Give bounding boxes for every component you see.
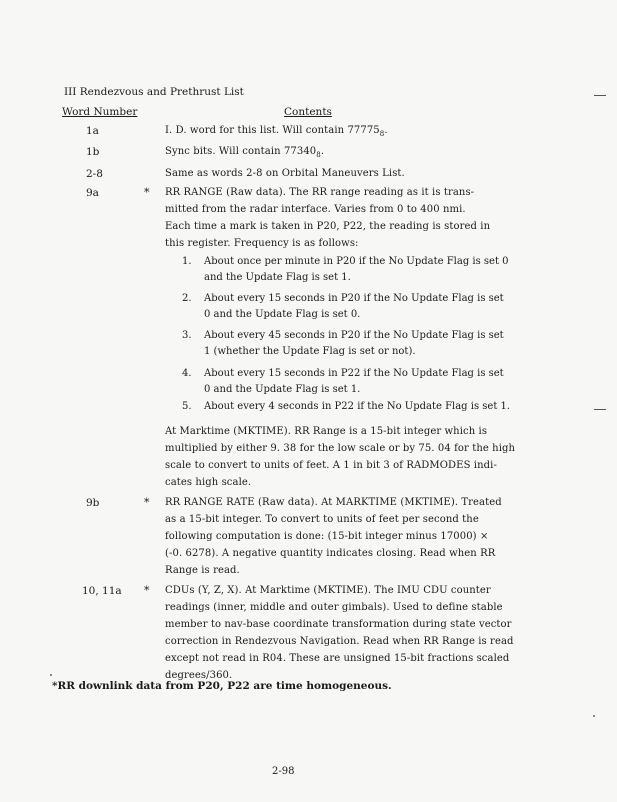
word-label-10-11a: 10, 11a [82,585,122,597]
word-9a-line: mitted from the radar interface. Varies from 0 to 400 nmi. [165,204,466,215]
footnote: *RR downlink data from P20, P22 are time homogeneous. [52,680,392,692]
list-title: III Rendezvous and Prethrust List [64,86,244,98]
word-9a-line: this register. Frequency is as follows: [165,238,359,249]
word-label-2-8: 2-8 [86,168,103,180]
frequency-item-line: 0 and the Update Flag is set 1. [204,384,361,395]
frequency-item-number: 4. [182,368,192,379]
word-9b-line: as a 15-bit integer. To convert to units of feet per second the [165,514,479,525]
word-9a-scale-line: At Marktime (MKTIME). RR Range is a 15-bit integer which is [165,426,488,437]
frequency-item-number: 2. [182,293,192,304]
word-label-9a: 9a [86,187,99,199]
word-9a-scale-line: multiplied by either 9. 38 for the low scale or by 75. 04 for the high [165,443,516,454]
word-10-11a-line: degrees/360. [165,670,233,681]
margin-mark [594,95,606,96]
word-label-9b: 9b [86,497,100,509]
word-9a-line: Each time a mark is taken in P20, P22, the reading is stored in [165,221,491,232]
frequency-item-line: 1 (whether the Update Flag is set or not). [204,346,416,357]
word-label-1a: 1a [86,125,99,137]
downlink-asterisk: * [144,186,150,199]
frequency-item-line: About every 4 seconds in P22 if the No Update Flag is set 1. [204,401,511,412]
word-9a-line: RR RANGE (Raw data). The RR range reading as it is trans- [165,187,475,198]
word-10-11a-line: except not read in R04. These are unsigned 15-bit fractions scaled [165,653,510,664]
word-1a-description: I. D. word for this list. Will contain $77775_8$. [165,125,388,138]
page-number: 2-98 [272,766,295,777]
frequency-item-line: About every 15 seconds in P20 if the No Update Flag is set [204,293,504,304]
downlink-asterisk: * [144,584,150,597]
word-10-11a-line: readings (inner, middle and outer gimbals). Used to define stable [165,602,503,613]
frequency-item-line: About every 45 seconds in P20 if the No Update Flag is set [204,330,504,341]
word-10-11a-line: correction in Rendezvous Navigation. Read when RR Range is read [165,636,514,647]
word-9a-scale-line: scale to convert to units of feet. A 1 in bit 3 of RADMODES indi- [165,460,497,471]
margin-mark [594,409,606,410]
frequency-item-line: and the Update Flag is set 1. [204,272,351,283]
frequency-item-number: 1. [182,256,192,267]
word-9b-line: Range is read. [165,565,240,576]
word-9b-line: following computation is done: (15-bit integer minus 17000) × [165,531,489,542]
word-10-11a-line: CDUs (Y, Z, X). At Marktime (MKTIME). The IMU CDU counter [165,585,491,596]
contents-header: Contents [284,106,332,118]
downlink-asterisk: * [144,496,150,509]
frequency-item-number: 5. [182,401,192,412]
frequency-item-line: About once per minute in P20 if the No Update Flag is set 0 [204,256,509,267]
word-9b-line: RR RANGE RATE (Raw data). At MARKTIME (MKTIME). Treated [165,497,502,508]
word-9a-scale-line: cates high scale. [165,477,252,488]
frequency-item-line: 0 and the Update Flag is set 0. [204,309,361,320]
word-9b-line: (-0. 6278). A negative quantity indicates closing. Read when RR [165,548,496,559]
word-2-8-description: Same as words 2-8 on Orbital Maneuvers List. [165,168,405,179]
word-number-header: Word Number [62,106,138,118]
word-1b-description: Sync bits. Will contain $77340_8$. [165,146,325,159]
scan-speck [593,715,595,717]
word-label-1b: 1b [86,146,100,158]
scan-speck [50,674,52,676]
frequency-item-number: 3. [182,330,192,341]
word-10-11a-line: member to nav-base coordinate transformation during state vector [165,619,512,630]
frequency-item-line: About every 15 seconds in P22 if the No Update Flag is set [204,368,504,379]
